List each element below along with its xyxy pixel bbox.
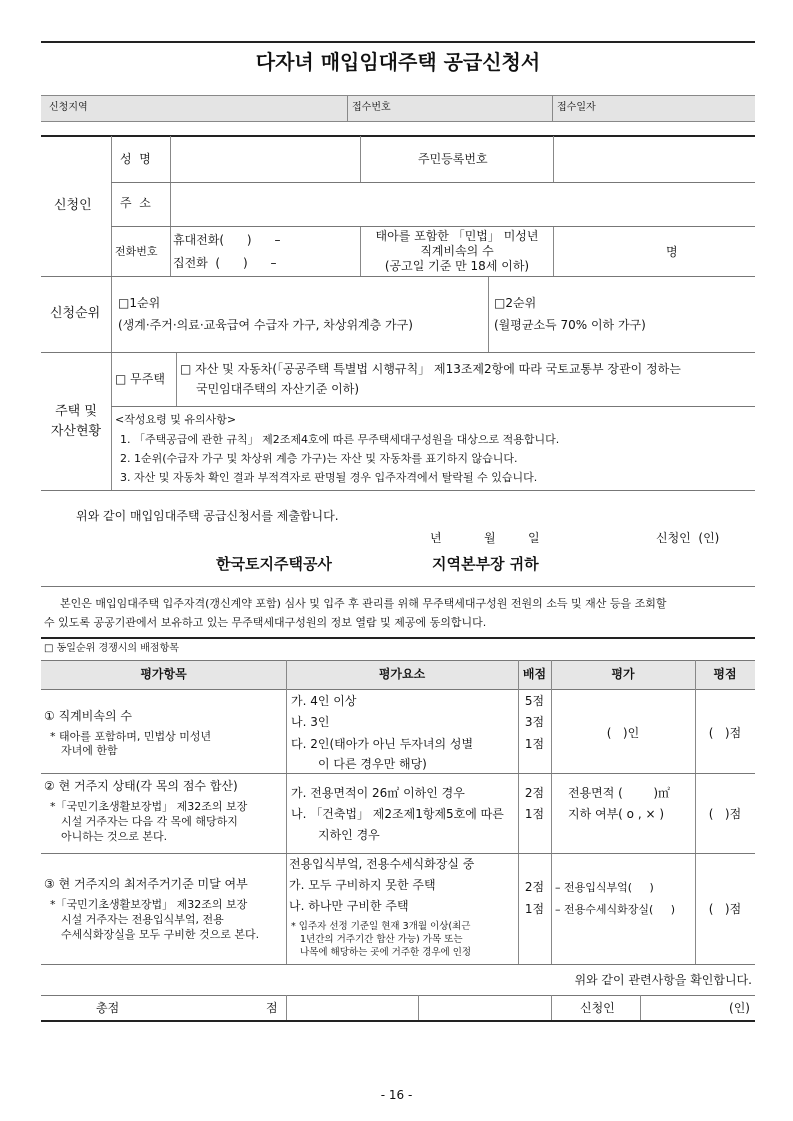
- first-priority-desc: (생계·주거·의료·교육급여 수급자 가구, 차상위계층 가구): [118, 318, 413, 332]
- row1-eval-field[interactable]: ( )인: [606, 726, 640, 740]
- minors-count-field[interactable]: 명: [666, 245, 678, 259]
- row3-note-l3: 수세식화장실을 모두 구비한 것으로 본다.: [61, 928, 260, 941]
- row1-p1: 5점: [524, 694, 545, 708]
- no-house-checkbox[interactable]: □ 무주택: [115, 372, 165, 386]
- region-label: 신청지역: [49, 102, 88, 113]
- second-priority-checkbox[interactable]: □2순위: [494, 296, 537, 310]
- row2-el3: 지하인 경우: [318, 828, 380, 842]
- row3-el0: 전용입식부엌, 전용수세식화장실 중: [289, 857, 475, 871]
- row2-note-l1: *「국민기초생활보장법」 제32조의 보장: [50, 800, 248, 813]
- minors-label-l1: 태아를 포함한 「민법」 미성년: [375, 229, 539, 243]
- col-points: 배점: [522, 667, 547, 681]
- phone-label: 전화번호: [115, 245, 158, 258]
- row3-el5: 나목에 해당하는 곳에 거주한 경우에 인정: [300, 947, 472, 958]
- asset-checkbox[interactable]: □ 자산 및 자동차(「공공주택 특별법 시행규칙」 제13조제2항에 따라 국토교통부 장관이 정하는: [180, 362, 681, 376]
- row2-el1: 가. 전용면적이 26㎡ 이하인 경우: [291, 786, 465, 800]
- row3-p1: 2점: [524, 880, 545, 894]
- row2-basement-field[interactable]: 지하 여부( o , × ): [568, 807, 665, 821]
- minors-label-l3: (공고일 기준 만 18세 이하): [384, 259, 530, 273]
- row1-el1: 가. 4인 이상: [291, 694, 357, 708]
- row3-el2: 나. 하나만 구비한 주택: [289, 899, 409, 913]
- total-score-field[interactable]: 점: [266, 1001, 278, 1015]
- page-title: 다자녀 매입임대주택 공급신청서: [255, 50, 541, 74]
- row3-el4: 1년간의 거주기간 합산 가능) 가목 또는: [300, 934, 463, 945]
- row2-p2: 1점: [524, 807, 545, 821]
- row1-el3: 다. 2인(태아가 아닌 두자녀의 성별: [291, 737, 474, 751]
- mobile-phone-field[interactable]: 휴대전화( ) –: [173, 233, 281, 247]
- row3-score-field[interactable]: ( )점: [708, 902, 742, 916]
- notes-title: <작성요령 및 유의사항>: [115, 413, 237, 426]
- footer-seal-field[interactable]: (인): [729, 1001, 750, 1015]
- receipt-no-label: 접수번호: [352, 102, 391, 113]
- confirmation-statement: 위와 같이 관련사항을 확인합니다.: [574, 973, 752, 987]
- row1-score-field[interactable]: ( )점: [708, 726, 742, 740]
- tie-break-title: □ 동일순위 경쟁시의 배점항목: [44, 643, 179, 654]
- top-border: [41, 41, 755, 43]
- row1-p3: 1점: [524, 737, 545, 751]
- first-priority-checkbox[interactable]: □1순위: [118, 296, 161, 310]
- row2-p1: 2점: [524, 786, 545, 800]
- row1-item: ① 직계비속의 수: [44, 709, 132, 723]
- second-priority-desc: (월평균소득 70% 이하 가구): [494, 318, 646, 332]
- row3-note-l1: *「국민기초생활보장법」 제32조의 보장: [50, 898, 248, 911]
- applicant-section-label: 신청인: [54, 198, 92, 213]
- row1-el2: 나. 3인: [291, 715, 330, 729]
- col-evaluation: 평가: [611, 667, 635, 681]
- page-number: - 16 -: [380, 1088, 413, 1102]
- row1-note-l2: 자녀에 한함: [61, 744, 118, 757]
- row1-p2: 3점: [524, 715, 545, 729]
- row3-toilet-field[interactable]: – 전용수세식화장실( ): [555, 903, 676, 916]
- row1-note-l1: * 태아를 포함하며, 민법상 미성년: [50, 730, 212, 743]
- row3-kitchen-field[interactable]: – 전용입식부엌( ): [555, 881, 654, 894]
- address-label: 주 소: [120, 196, 151, 210]
- row2-note-l2: 시설 거주자는 다음 각 목에 해당하지: [61, 815, 238, 828]
- receipt-date-label: 접수일자: [557, 102, 596, 113]
- name-label: 성 명: [120, 152, 151, 166]
- footer-applicant-label: 신청인: [580, 1001, 615, 1015]
- address-field[interactable]: [170, 182, 755, 226]
- row2-score-field[interactable]: ( )점: [708, 807, 742, 821]
- note-3: 3. 자산 및 자동차 확인 결과 부적격자로 판명될 경우 입주자격에서 탈락될 수 있습니다.: [120, 471, 538, 484]
- col-eval-element: 평가요소: [378, 667, 426, 681]
- row3-p2: 1점: [524, 902, 545, 916]
- consent-l2: 수 있도록 공공기관에서 보유하고 있는 무주택세대구성원의 정보 열람 및 제공에 동의합니다.: [44, 616, 487, 629]
- row3-item: ③ 현 거주지의 최저주거기준 미달 여부: [44, 877, 248, 891]
- consent-l1: 본인은 매입임대주택 입주자격(갱신계약 포함) 심사 및 입주 후 관리를 위해 무주택세대구성원 전원의 소득 및 재산 등을 조회할: [60, 597, 667, 610]
- asset-desc-l2: 국민임대주택의 자산기준 이하): [196, 382, 360, 396]
- home-phone-field[interactable]: 집전화 ( ) –: [173, 256, 277, 270]
- row2-area-field[interactable]: 전용면적 ( )㎡: [568, 786, 671, 800]
- header-row: [41, 95, 755, 122]
- rrn-field[interactable]: [553, 136, 755, 182]
- row3-note-l2: 시설 거주자는 전용입식부엌, 전용: [61, 913, 224, 926]
- row1-el4: 이 다른 경우만 해당): [318, 757, 427, 771]
- date-year-label: 년: [430, 531, 442, 545]
- col-eval-item: 평가항목: [140, 667, 187, 681]
- note-2: 2. 1순위(수급자 가구 및 차상위 계층 가구)는 자산 및 자동차를 표기하지 않습니다.: [120, 452, 518, 465]
- row2-item: ② 현 거주지 상태(각 목의 점수 합산): [44, 779, 238, 793]
- housing-section-label-l1: 주택 및: [55, 404, 97, 419]
- rrn-label: 주민등록번호: [418, 152, 488, 166]
- housing-section-label-l2: 자산현황: [50, 424, 102, 439]
- row2-el2: 나. 「건축법」 제2조제1항제5호에 따른: [291, 807, 504, 821]
- applicant-seal-label: 신청인 (인): [656, 531, 720, 545]
- row2-note-l3: 아니하는 것으로 본다.: [61, 830, 168, 843]
- total-score-label: 총점: [96, 1001, 120, 1015]
- priority-section-label: 신청순위: [50, 306, 101, 321]
- date-month-label: 월: [484, 531, 496, 545]
- note-1: 1. 「주택공급에 관한 규칙」 제2조제4호에 따른 무주택세대구성원을 대상으로 적용합니다.: [120, 433, 560, 446]
- row3-el1: 가. 모두 구비하지 못한 주택: [289, 878, 436, 892]
- name-field[interactable]: [170, 136, 360, 182]
- submission-statement: 위와 같이 매입임대주택 공급신청서를 제출합니다.: [76, 509, 339, 523]
- recipient-org: 한국토지주택공사: [216, 555, 332, 573]
- recipient-title: 지역본부장 귀하: [432, 555, 539, 573]
- row3-el3: * 입주자 선정 기준일 현재 3개월 이상(최근: [291, 921, 471, 932]
- date-day-label: 일: [528, 531, 540, 545]
- col-score: 평점: [713, 667, 737, 681]
- minors-label-l2: 직계비속의 수: [420, 244, 494, 258]
